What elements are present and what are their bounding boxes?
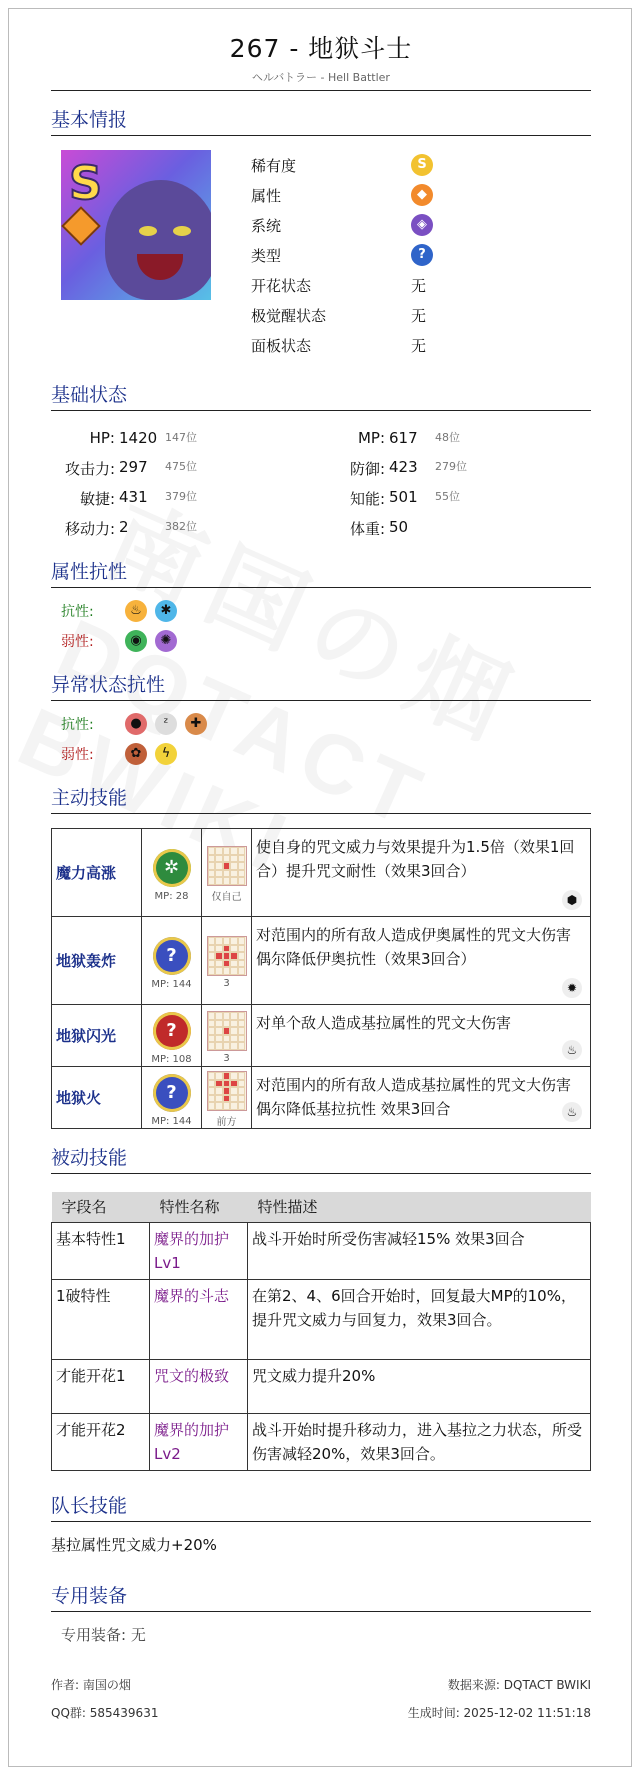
- passive-col-desc: 特性描述: [248, 1192, 591, 1222]
- stat-row: [51, 513, 591, 543]
- stat-value: 501: [389, 487, 418, 506]
- basic-prop-icon-cell: [411, 184, 451, 206]
- ice-resist-icon: ✱: [155, 600, 177, 622]
- skill-mp: MP: 144: [151, 1116, 192, 1127]
- passive-field: 1破特性: [52, 1279, 150, 1359]
- portrait-face: [105, 180, 211, 300]
- basic-prop-value: 无: [411, 306, 427, 325]
- skill-orb-icon: ?: [153, 1074, 191, 1112]
- basic-prop-key: 类型: [251, 246, 282, 265]
- demon-system-icon: ◈: [411, 214, 433, 236]
- portrait-element-badge: [61, 206, 101, 246]
- stat-cell: [321, 458, 591, 479]
- skill-range-grid-icon: [207, 1071, 247, 1111]
- sleep-resist-icon: ᶻ: [155, 713, 177, 735]
- skill-badge-icon: ⬢: [562, 890, 582, 910]
- basic-prop-row: [251, 150, 451, 180]
- passive-col-name: 特性名称: [150, 1192, 248, 1222]
- skill-range-grid-icon: [207, 936, 247, 976]
- stat-key: 体重:: [349, 519, 385, 538]
- passive-row: [52, 1279, 591, 1359]
- page-title: 267 - 地狱斗士: [229, 34, 413, 63]
- basic-prop-row: [251, 210, 451, 240]
- stat-rank: 279位: [435, 459, 467, 473]
- stat-key: 敏捷:: [79, 489, 115, 508]
- skill-range-grid-icon: [207, 1011, 247, 1051]
- stat-value: 431: [119, 487, 148, 506]
- passive-name: 咒文的极致: [150, 1359, 248, 1413]
- passive-row: [52, 1222, 591, 1279]
- skill-range-cell: [202, 917, 252, 1005]
- basic-prop-icon-cell: [411, 214, 451, 236]
- section-equip-heading: 专用装备: [51, 1581, 591, 1612]
- skill-name[interactable]: 地狱火: [52, 1067, 142, 1129]
- skill-mp: MP: 28: [154, 891, 189, 902]
- stat-rank: 147位: [165, 431, 197, 444]
- basic-prop-key: 属性: [251, 186, 282, 205]
- status-res-block: [51, 709, 591, 769]
- passive-field: 基本特性1: [52, 1222, 150, 1279]
- stat-value: 2: [119, 517, 129, 536]
- stat-key: 移动力:: [64, 519, 115, 538]
- skill-desc-cell: [252, 917, 591, 1005]
- passive-name: 魔界的加护Lv1: [150, 1222, 248, 1279]
- stat-value: 297: [119, 457, 148, 476]
- skill-desc-cell: [252, 1067, 591, 1129]
- passive-field: 才能开花1: [52, 1359, 150, 1413]
- stat-cell: [51, 429, 321, 447]
- active-skill-row[interactable]: [52, 829, 591, 917]
- stat-cell: [321, 429, 591, 447]
- spell-type-icon: ?: [411, 244, 433, 266]
- dark-weak-icon: ✺: [155, 630, 177, 652]
- stat-row: [51, 453, 591, 483]
- portrait-rarity-badge: S: [69, 156, 103, 210]
- monster-portrait: [61, 150, 211, 300]
- stat-key: 攻击力:: [64, 459, 115, 478]
- skill-desc: 对范围内的所有敌人造成基拉属性的咒文大伤害 偶尔降低基拉抗性 效果3回合: [256, 1076, 572, 1118]
- skill-desc: 对范围内的所有敌人造成伊奥属性的咒文大伤害 偶尔降低伊奥抗性（效果3回合）: [256, 926, 572, 968]
- skill-desc-cell: [252, 829, 591, 917]
- skill-orb-icon: ✲: [153, 849, 191, 887]
- section-basic-heading: 基本情报: [51, 105, 591, 136]
- active-skill-row[interactable]: [52, 917, 591, 1005]
- stat-cell: [51, 458, 321, 479]
- passive-row: [52, 1359, 591, 1413]
- portrait-eye-left: [139, 226, 157, 236]
- skill-mp: MP: 108: [151, 1054, 192, 1065]
- passive-skills-table: [51, 1192, 591, 1471]
- skill-desc-cell: [252, 1005, 591, 1067]
- passive-col-field: 字段名: [52, 1192, 150, 1222]
- status-resist-row: [51, 709, 591, 739]
- skill-range-label: 3: [223, 1053, 230, 1064]
- stat-key: 知能:: [349, 489, 385, 508]
- skill-range-cell: [202, 1067, 252, 1129]
- section-attr-res-heading: 属性抗性: [51, 557, 591, 588]
- stat-cell: [321, 488, 591, 509]
- confusion-weak-icon: ✿: [125, 743, 147, 765]
- basic-prop-value: 无: [411, 276, 427, 295]
- skill-orb-icon: ?: [153, 1012, 191, 1050]
- stun-weak-icon: ϟ: [155, 743, 177, 765]
- attr-weak-row: [51, 626, 591, 656]
- passive-field: 才能开花2: [52, 1413, 150, 1470]
- basic-prop-row: [251, 180, 451, 210]
- section-active-heading: 主动技能: [51, 783, 591, 814]
- basic-prop-icon-cell: [411, 244, 451, 266]
- passive-desc: 咒文威力提升20%: [248, 1359, 591, 1413]
- basic-prop-key: 面板状态: [251, 336, 312, 355]
- passive-desc: 在第2、4、6回合开始时，回复最大MP的10%，提升咒文威力与回复力，效果3回合。: [248, 1279, 591, 1359]
- skill-name[interactable]: 地狱轰炸: [52, 917, 142, 1005]
- section-status-res-heading: 异常状态抗性: [51, 670, 591, 701]
- skill-range-label: 3: [223, 978, 230, 989]
- skill-range-cell: [202, 829, 252, 917]
- basic-prop-row: [251, 330, 451, 360]
- stat-rank: 48位: [435, 431, 460, 444]
- skill-desc: 对单个敌人造成基拉属性的咒文大伤害: [256, 1014, 512, 1032]
- status-resist-label: 抗性:: [61, 717, 94, 733]
- footer-author: 作者: 南国の烟: [51, 1678, 131, 1692]
- section-stats-heading: 基础状态: [51, 380, 591, 411]
- basic-prop-key: 开花状态: [251, 276, 312, 295]
- basic-prop-row: [251, 300, 451, 330]
- passive-header-row: [52, 1192, 591, 1222]
- skill-range-label: 前方: [216, 1117, 237, 1128]
- fire-element-icon: ◆: [411, 184, 433, 206]
- stat-value: 1420: [119, 429, 158, 447]
- section-passive-heading: 被动技能: [51, 1143, 591, 1174]
- active-skill-row[interactable]: [52, 1067, 591, 1129]
- skill-icon-cell: [142, 917, 202, 1005]
- skill-icon-cell: [142, 1067, 202, 1129]
- skill-icon-cell: [142, 829, 202, 917]
- stat-row: [51, 483, 591, 513]
- passive-desc: 战斗开始时提升移动力，进入基拉之力状态，所受伤害减轻20%，效果3回合。: [248, 1413, 591, 1470]
- passive-row: [52, 1413, 591, 1470]
- passive-desc: 战斗开始时所受伤害减轻15% 效果3回合: [248, 1222, 591, 1279]
- skill-name[interactable]: 魔力高涨: [52, 829, 142, 917]
- footer-generated: 生成时间: 2025-12-02 11:51:18: [407, 1706, 591, 1720]
- fire-resist-icon: ♨: [125, 600, 147, 622]
- stat-row: [51, 423, 591, 453]
- status-weak-row: [51, 739, 591, 769]
- skill-desc: 使自身的咒文威力与效果提升为1.5倍（效果1回合）提升咒文耐性（效果3回合）: [256, 838, 575, 880]
- skill-orb-icon: ?: [153, 937, 191, 975]
- basic-prop-key: 极觉醒状态: [251, 306, 327, 325]
- footer-qq: QQ群: 585439631: [51, 1706, 159, 1720]
- wind-weak-icon: ◉: [125, 630, 147, 652]
- stat-cell: [51, 488, 321, 509]
- footer-source: 数据来源: DQTACT BWIKI: [447, 1678, 591, 1692]
- skill-badge-icon: ♨: [562, 1040, 582, 1060]
- basic-info: [51, 150, 591, 366]
- basic-prop-row: [251, 270, 451, 300]
- poison-resist-icon: ●: [125, 713, 147, 735]
- active-skills-table: [51, 828, 591, 1129]
- skill-range-label: 仅自己: [211, 892, 242, 903]
- attr-resist-row: [51, 596, 591, 626]
- section-leader-heading: 队长技能: [51, 1491, 591, 1522]
- basic-prop-key: 系统: [251, 216, 282, 235]
- rarity-s-icon: S: [411, 154, 433, 176]
- skill-badge-icon: ✹: [562, 978, 582, 998]
- skill-icon-cell: [142, 1005, 202, 1067]
- page-frame: [8, 8, 632, 1767]
- title-block: [51, 9, 591, 91]
- stat-value: 423: [389, 457, 418, 476]
- leader-skill-text: 基拉属性咒文威力+20%: [51, 1535, 217, 1554]
- passive-name: 魔界的加护Lv2: [150, 1413, 248, 1470]
- stat-value: 50: [389, 517, 409, 536]
- stat-cell: [321, 518, 591, 539]
- skill-badge-icon: ♨: [562, 1102, 582, 1122]
- stat-value: 617: [389, 429, 418, 447]
- skill-range-grid-icon: [207, 846, 247, 886]
- status-weak-label: 弱性:: [61, 747, 94, 763]
- stat-rank: 55位: [435, 489, 460, 503]
- stat-key: HP:: [89, 429, 115, 447]
- stat-cell: [51, 518, 321, 539]
- stat-rank: 382位: [165, 519, 197, 533]
- page-subtitle: ヘルバトラー - Hell Battler: [252, 71, 390, 84]
- equip-text: 专用装备: 无: [61, 1625, 146, 1644]
- stat-key: MP:: [357, 429, 385, 447]
- stat-key: 防御:: [349, 459, 385, 478]
- skill-name[interactable]: 地狱闪光: [52, 1005, 142, 1067]
- paralysis-resist-icon: ✚: [185, 713, 207, 735]
- portrait-eye-right: [173, 226, 191, 236]
- passive-name: 魔界的斗志: [150, 1279, 248, 1359]
- basic-prop-value: 无: [411, 336, 427, 355]
- attr-weak-label: 弱性:: [61, 634, 94, 650]
- basic-prop-icon-cell: [411, 154, 451, 176]
- stat-rank: 475位: [165, 459, 197, 473]
- active-skill-row[interactable]: [52, 1005, 591, 1067]
- attr-resist-label: 抗性:: [61, 604, 94, 620]
- attr-res-block: [51, 596, 591, 656]
- stat-rank: 379位: [165, 489, 197, 503]
- basic-prop-row: [251, 240, 451, 270]
- stats-block: [51, 423, 591, 543]
- skill-mp: MP: 144: [151, 979, 192, 990]
- footer: [51, 1671, 591, 1727]
- skill-range-cell: [202, 1005, 252, 1067]
- basic-props: [251, 150, 451, 366]
- basic-prop-key: 稀有度: [251, 156, 297, 175]
